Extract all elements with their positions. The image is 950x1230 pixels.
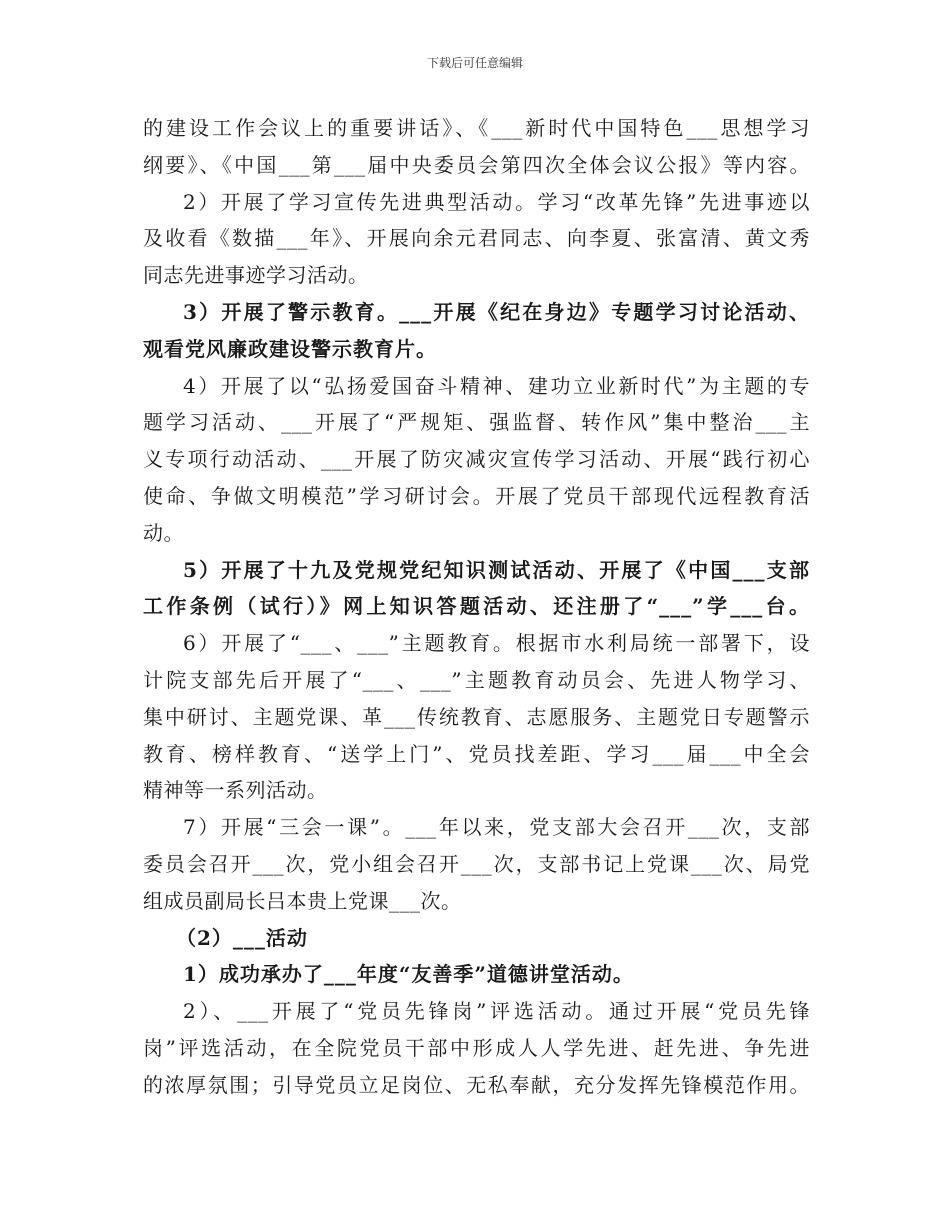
text-line: 3）开展了警示教育。___开展《纪在身边》专题学习讨论活动、: [183, 299, 810, 324]
text-line: 精神等一系列活动。: [143, 778, 328, 803]
text-line: 同志先进事迹学习活动。: [143, 263, 369, 288]
text-line: 岗”评选活动，在全院党员干部中形成人人学先进、赶先进、争先进: [143, 1035, 810, 1060]
text-line: 6）开展了“___、___”主题教育。根据市水利局统一部署下，设: [183, 631, 810, 656]
text-line: 使命、争做文明模范”学习研讨会。开展了党员干部现代远程教育活: [143, 483, 810, 508]
text-line: 的浓厚氛围；引导党员立足岗位、无私奉献，充分发挥先锋模范作用。: [143, 1072, 810, 1097]
text-line: 及收看《数描___年》、开展向余元君同志、向李夏、张富清、黄文秀: [143, 226, 810, 251]
text-line: 5）开展了十九及党规党纪知识测试活动、开展了《中国___支部: [183, 557, 810, 582]
text-line: 委员会召开___次，党小组会召开___次，支部书记上党课___次、局党: [143, 851, 810, 876]
text-line: 的建设工作会议上的重要讲话》、《___新时代中国特色___思想学习: [143, 116, 810, 140]
text-line: （2）___活动: [176, 925, 308, 950]
text-line: 教育、榜样教育、“送学上门”、党员找差距、学习___届___中全会: [143, 741, 810, 766]
text-line: 纲要》、《中国___第___届中央委员会第四次全体会议公报》等内容。: [143, 152, 810, 177]
text-line: 义专项行动活动、___开展了防灾减灾宣传学习活动、开展“践行初心: [143, 447, 810, 472]
text-line: 题学习活动、___开展了“严规矩、强监督、转作风”集中整治___主: [143, 410, 810, 435]
page-header: 下载后可任意编辑: [426, 56, 523, 70]
text-line: 集中研讨、主题党课、革___传统教育、志愿服务、主题党日专题警示: [143, 704, 810, 729]
text-line: 工作条例（试行）》网上知识答题活动、还注册了“___”学___台。: [143, 594, 810, 619]
text-line: 组成员副局长吕本贵上党课___次。: [143, 888, 462, 913]
document-body: [143, 110, 810, 1104]
text-line: 动。: [143, 520, 184, 545]
text-line: 2）、___开展了“党员先锋岗”评选活动。通过开展“党员先锋: [183, 999, 810, 1024]
text-line: 观看党风廉政建设警示教育片。: [143, 336, 437, 361]
text-line: 2）开展了学习宣传先进典型活动。学习“改革先锋”先进事迹以: [183, 189, 810, 214]
text-line: 计院支部先后开展了“___、___”主题教育动员会、先进人物学习、: [143, 667, 810, 692]
text-line: 4）开展了以“弘扬爱国奋斗精神、建功立业新时代”为主题的专: [183, 373, 810, 398]
text-line: 7）开展“三会一课”。___年以来，党支部大会召开___次，支部: [183, 815, 810, 840]
text-line: 1）成功承办了___年度“友善季”道德讲堂活动。: [183, 962, 634, 987]
